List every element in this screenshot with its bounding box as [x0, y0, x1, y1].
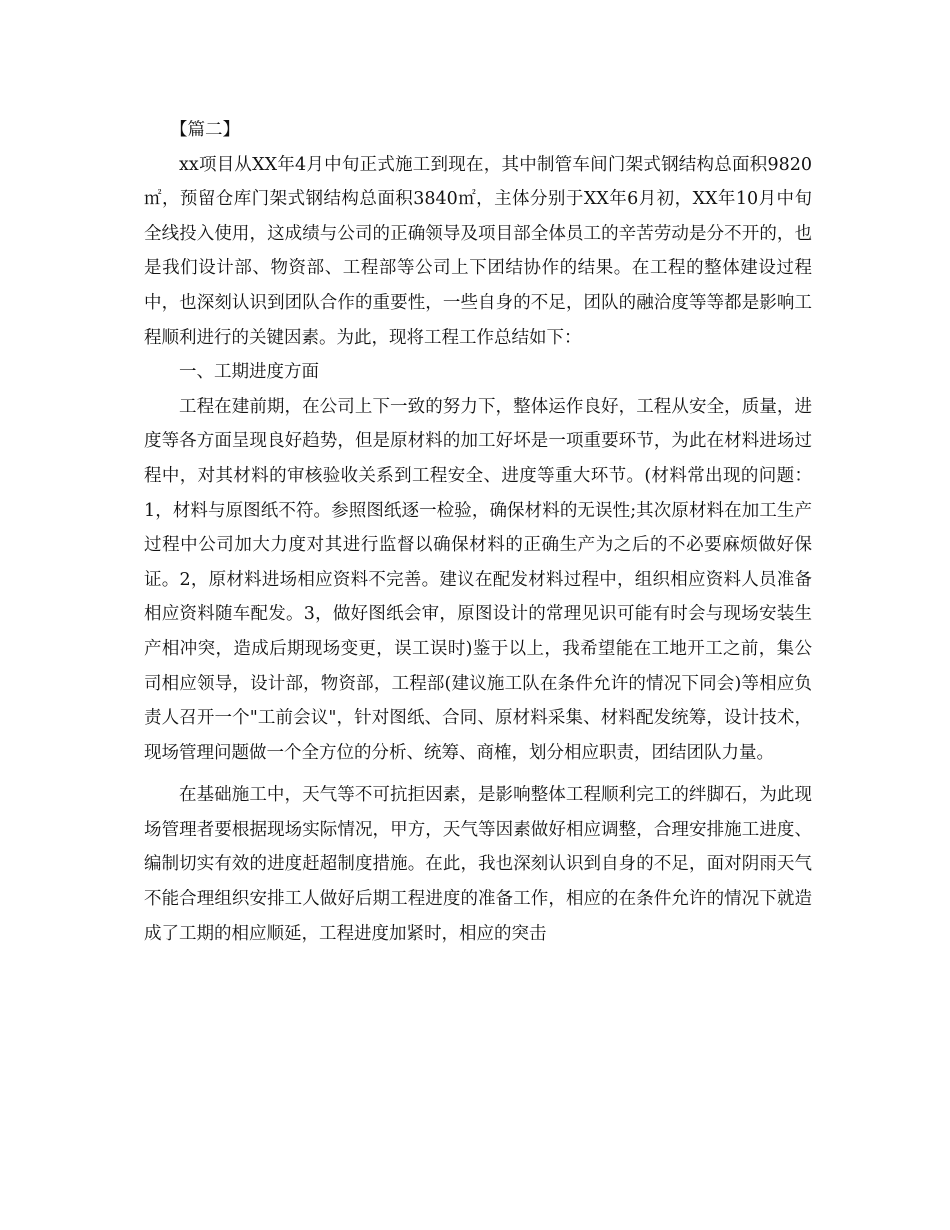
subsection-heading: 一、工期进度方面	[179, 362, 319, 383]
document-body	[144, 113, 812, 951]
intro-paragraph: xx项目从XX年4月中旬正式施工到现在，其中制管车间门架式钢结构总面积9820㎡，预留仓库门架式钢结构总面积3840㎡，主体分别于XX年6月初，XX年10月中旬全线投入使用，这成绩与公司的正确领导及项目部全体员工的辛苦劳动是分不开的，也是我们设计部、物资部、工程部等公司上下团结协作的结果。在工程的整体建设过程中，也深刻认识到团队合作的重要性，一些自身的不足，团队的融洽度等等都是影响工程顺利进行的关键因素。为此，现将工程工作总结如下：	[144, 154, 812, 348]
body-paragraph: 在基础施工中，天气等不可抗拒因素，是影响整体工程顺利完工的绊脚石，为此现场管理者要根据现场实际情况，甲方，天气等因素做好相应调整，合理安排施工进度、编制切实有效的进度赶超制度措施。在此，我也深刻认识到自身的不足，面对阴雨天气不能合理组织安排工人做好后期工程进度的准备工作，相应的在条件允许的情况下就造成了工期的相应顺延，工程进度加紧时，相应的突击	[144, 785, 812, 944]
body-paragraph: 工程在建前期，在公司上下一致的努力下，整体运作良好，工程从安全，质量，进度等各方面呈现良好趋势，但是原材料的加工好坏是一项重要环节，为此在材料进场过程中，对其材料的审核验收关系到工程安全、进度等重大环节。(材料常出现的问题：1，材料与原图纸不符。参照图纸逐一检验，确保材料的无误性;其次原材料在加工生产过程中公司加大力度对其进行监督以确保材料的正确生产为之后的不必要麻烦做好保证。2，原材料进场相应资料不完善。建议在配发材料过程中，组织相应资料人员准备相应资料随车配发。3，做好图纸会审，原图设计的常理见识可能有时会与现场安装生产相冲突，造成后期现场变更，误工误时)鉴于以上，我希望能在工地开工之前，集公司相应领导，设计部，物资部，工程部(建议施工队在条件允许的情况下同会)等相应负责人召开一个"工前会议"，针对图纸、合同、原材料采集、材料配发统筹，设计技术，现场管理问题做一个全方位的分析、统筹、商榷，划分相应职责，团结团队力量。	[144, 396, 812, 763]
section-title: 【篇二】	[170, 120, 240, 140]
